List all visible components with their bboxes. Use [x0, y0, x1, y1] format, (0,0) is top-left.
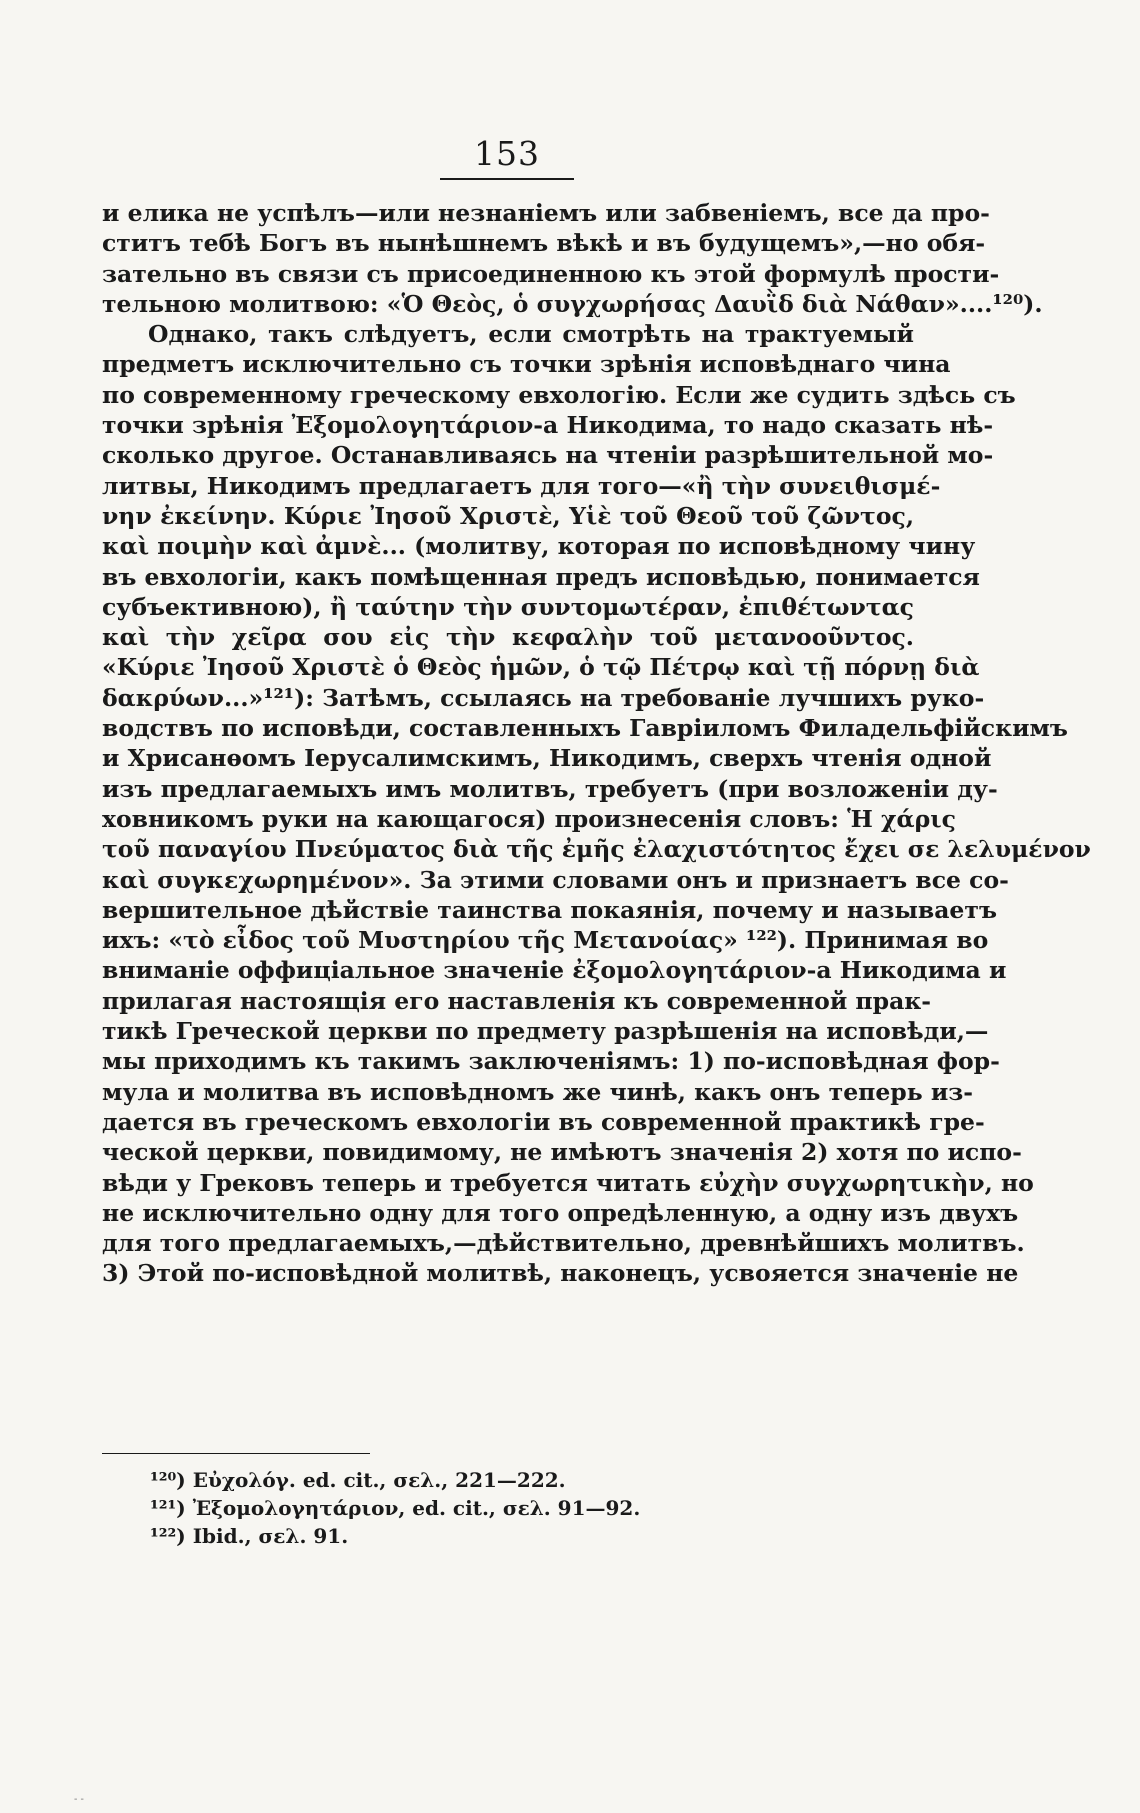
text-line: вниманіе оффиціальное значеніе ἐξομολογητάριον-а Никодима и	[102, 956, 1007, 985]
text-line: ститъ тебѣ Богъ въ нынѣшнемъ вѣкѣ и въ будущемъ»,—но обя-	[102, 229, 986, 258]
text-line: дается въ греческомъ евхологіи въ современной практикѣ гре-	[102, 1107, 985, 1136]
footnote: ¹²²) Ibid., σελ. 91.	[150, 1524, 349, 1548]
text-line: литвы, Никодимъ предлагаетъ для того—«ἢ τὴν συνειθισμέ-	[102, 471, 941, 500]
text-line: сколько другое. Останавливаясь на чтеніи разрѣшительной мо-	[102, 441, 994, 470]
text-line: по современному греческому евхологію. Если же судить здѣсь съ	[102, 380, 1016, 409]
footnote-separator	[102, 1453, 370, 1454]
footnotes	[150, 1466, 710, 1550]
text-line: прилагая настоящія его наставленія къ современной прак-	[102, 986, 932, 1015]
footnote: ¹²⁰) Εὐχολόγ. ed. cit., σελ., 221—222.	[150, 1468, 566, 1492]
text-line: «Κύριε Ἰησοῦ Χριστὲ ὁ Θεὸς ἡμῶν, ὁ τῷ Πέτρῳ καὶ τῇ πόρνῃ διὰ	[102, 653, 980, 682]
text-line: и Хрисанѳомъ Іерусалимскимъ, Никодимъ, сверхъ чтенія одной	[102, 744, 992, 773]
text-line: точки зрѣнія Ἐξομολογητάριον-а Никодима, то надо сказать нѣ-	[102, 411, 994, 440]
text-line: καὶ συγκεχωρημένον». За этими словами онъ и признаетъ все со-	[102, 865, 1009, 894]
text-line: мы приходимъ къ такимъ заключеніямъ: 1) по-исповѣдная фор-	[102, 1047, 1000, 1076]
text-line: ихъ: «τὸ εἶδος τοῦ Μυστηρίου τῆς Μετανοίας» ¹²²). Принимая во	[102, 926, 989, 955]
text-line: мула и молитва въ исповѣдномъ же чинѣ, какъ онъ теперь из-	[102, 1077, 974, 1106]
text-line: въ евхологіи, какъ помѣщенная предъ исповѣдью, понимается	[102, 562, 980, 591]
text-line: καὶ ποιμὴν καὶ ἀμνὲ... (молитву, которая по исповѣдному чину	[102, 532, 976, 561]
text-line: для того предлагаемыхъ,—дѣйствительно, древнѣйшихъ молитвъ.	[102, 1229, 1025, 1258]
text-line: изъ предлагаемыхъ имъ молитвъ, требуетъ (при возложеніи ду-	[102, 774, 998, 803]
margin-mark: - -	[74, 1794, 84, 1805]
text-line: и елика не успѣлъ—или незнаніемъ или забвеніемъ, все да про-	[102, 199, 990, 227]
main-text	[102, 198, 1091, 1289]
page-number: 153	[474, 134, 540, 173]
text-line: δακρύων...»¹²¹): Затѣмъ, ссылаясь на требованіе лучшихъ руко-	[102, 683, 985, 712]
text-line: субъективною), ἢ ταύτην τὴν συντομωτέραν, ἐπιθέτωντας	[102, 592, 914, 621]
footnote: ¹²¹) Ἐξομολογητάριον, ed. cit., σελ. 91—92.	[150, 1496, 641, 1520]
text-line: тельною молитвою: «Ὁ Θεὸς, ὁ συγχωρήσας Δαυῒδ διὰ Νάθαν»....¹²⁰).	[102, 289, 1043, 318]
text-line: не исключительно одну для того опредѣленную, а одну изъ двухъ	[102, 1198, 1019, 1227]
text-line: Однако, такъ слѣдуетъ, если смотрѣть на трактуемый	[148, 320, 914, 349]
text-line: καὶ τὴν χεῖρα σου εἰς τὴν κεφαλὴν τοῦ μετανοοῦντος.	[102, 623, 914, 652]
text-line: τοῦ παναγίου Πνεύματος διὰ τῆς ἐμῆς ἐλαχιστότητος ἔχει σε λελυμένον	[102, 835, 1091, 864]
text-line: 3) Этой по-исповѣдной молитвѣ, наконецъ, усвояется значеніе не	[102, 1259, 1019, 1288]
text-line: νην ἐκείνην. Κύριε Ἰησοῦ Χριστὲ, Υἱὲ τοῦ Θεοῦ τοῦ ζῶντος,	[102, 501, 914, 530]
text-line: предметъ исключительно съ точки зрѣнія исповѣднаго чина	[102, 350, 951, 379]
text-line: тикѣ Греческой церкви по предмету разрѣшенія на исповѣди,—	[102, 1017, 989, 1046]
text-line: вѣди у Грековъ теперь и требуется читать εὐχὴν συγχωρητικὴν, но	[102, 1168, 1034, 1197]
page-number-rule	[440, 178, 574, 180]
text-line: зательно въ связи съ присоединенною къ этой формулѣ прости-	[102, 259, 1000, 288]
text-line: ховникомъ руки на кающагося) произнесенія словъ: Ἡ χάρις	[102, 804, 956, 833]
text-line: вершительное дѣйствіе таинства покаянія, почему и называетъ	[102, 895, 997, 924]
text-line: водствъ по исповѣди, составленныхъ Гавріиломъ Филадельфійскимъ	[102, 714, 1068, 743]
text-line: ческой церкви, повидимому, не имѣютъ значенія 2) хотя по испо-	[102, 1138, 1022, 1167]
